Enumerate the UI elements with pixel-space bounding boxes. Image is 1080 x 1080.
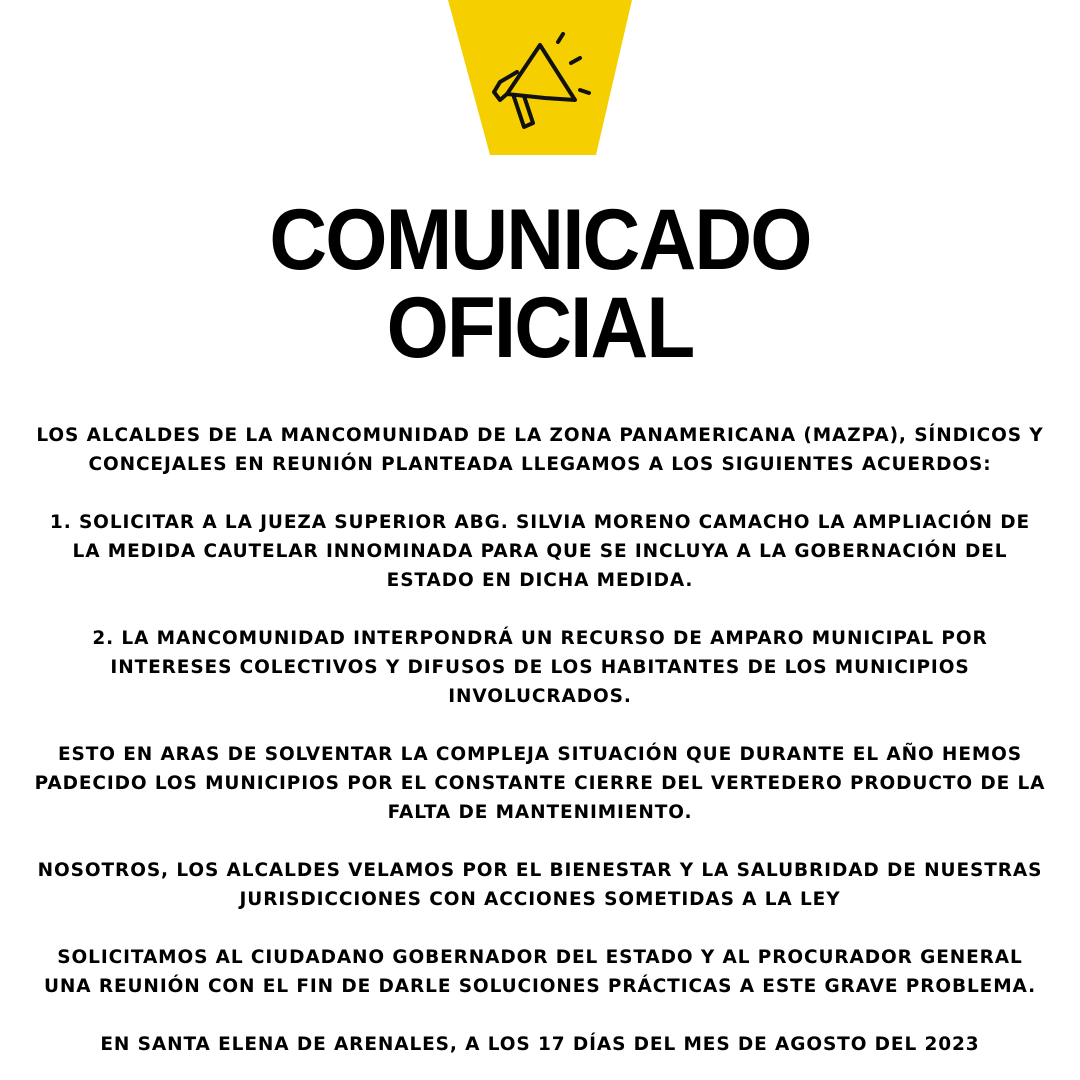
paragraph-date-place: EN SANTA ELENA DE ARENALES, A LOS 17 DÍAS DEL MES DE AGOSTO DEL 2023 [100,1034,980,1055]
page-title [38,192,1042,376]
paragraph-purpose: ESTO EN ARAS DE SOLVENTAR LA COMPLEJA SITUACIÓN QUE DURANTE EL AÑO HEMOS PADECIDO LOS MUNICIPIOS POR EL CONSTANTE CIERRE DEL VERTEDERO PRODUCTO DE LA FALTA DE MANTENIMIENTO. [34,744,1046,823]
paragraph-request: SOLICITAMOS AL CIUDADANO GOBERNADOR DEL ESTADO Y AL PROCURADOR GENERAL UNA REUNIÓN CON EL FIN DE DARLE SOLUCIONES PRÁCTICAS A ESTE GRAVE PROBLEMA. [43,947,1037,997]
title-line-1: COMUNICADO [269,192,811,288]
title-line-2: OFICIAL [386,280,694,376]
paragraph-agreement-1: 1. SOLICITAR A LA JUEZA SUPERIOR ABG. SILVIA MORENO CAMACHO LA AMPLIACIÓN DE LA MEDIDA CAUTELAR INNOMINADA PARA QUE SE INCLUYA A LA GOBERNACIÓN DEL ESTADO EN DICHA MEDIDA. [49,512,1031,591]
paragraph-agreement-2: 2. LA MANCOMUNIDAD INTERPONDRÁ UN RECURSO DE AMPARO MUNICIPAL POR INTERESES COLECTIVOS Y DIFUSOS DE LOS HABITANTES DE LOS MUNICIPIOS INVOLUCRADOS. [92,628,988,707]
paragraph-intro: LOS ALCALDES DE LA MANCOMUNIDAD DE LA ZONA PANAMERICANA (MAZPA), SÍNDICOS Y CONCEJALES EN REUNIÓN PLANTEADA LLEGAMOS A LOS SIGUIENTES ACUERDOS: [36,425,1044,475]
announcement-body [30,421,1050,1059]
megaphone-icon [0,0,1080,160]
paragraph-mayors: NOSOTROS, LOS ALCALDES VELAMOS POR EL BIENESTAR Y LA SALUBRIDAD DE NUESTRAS JURISDICCIONES CON ACCIONES SOMETIDAS A LA LEY [37,860,1043,910]
